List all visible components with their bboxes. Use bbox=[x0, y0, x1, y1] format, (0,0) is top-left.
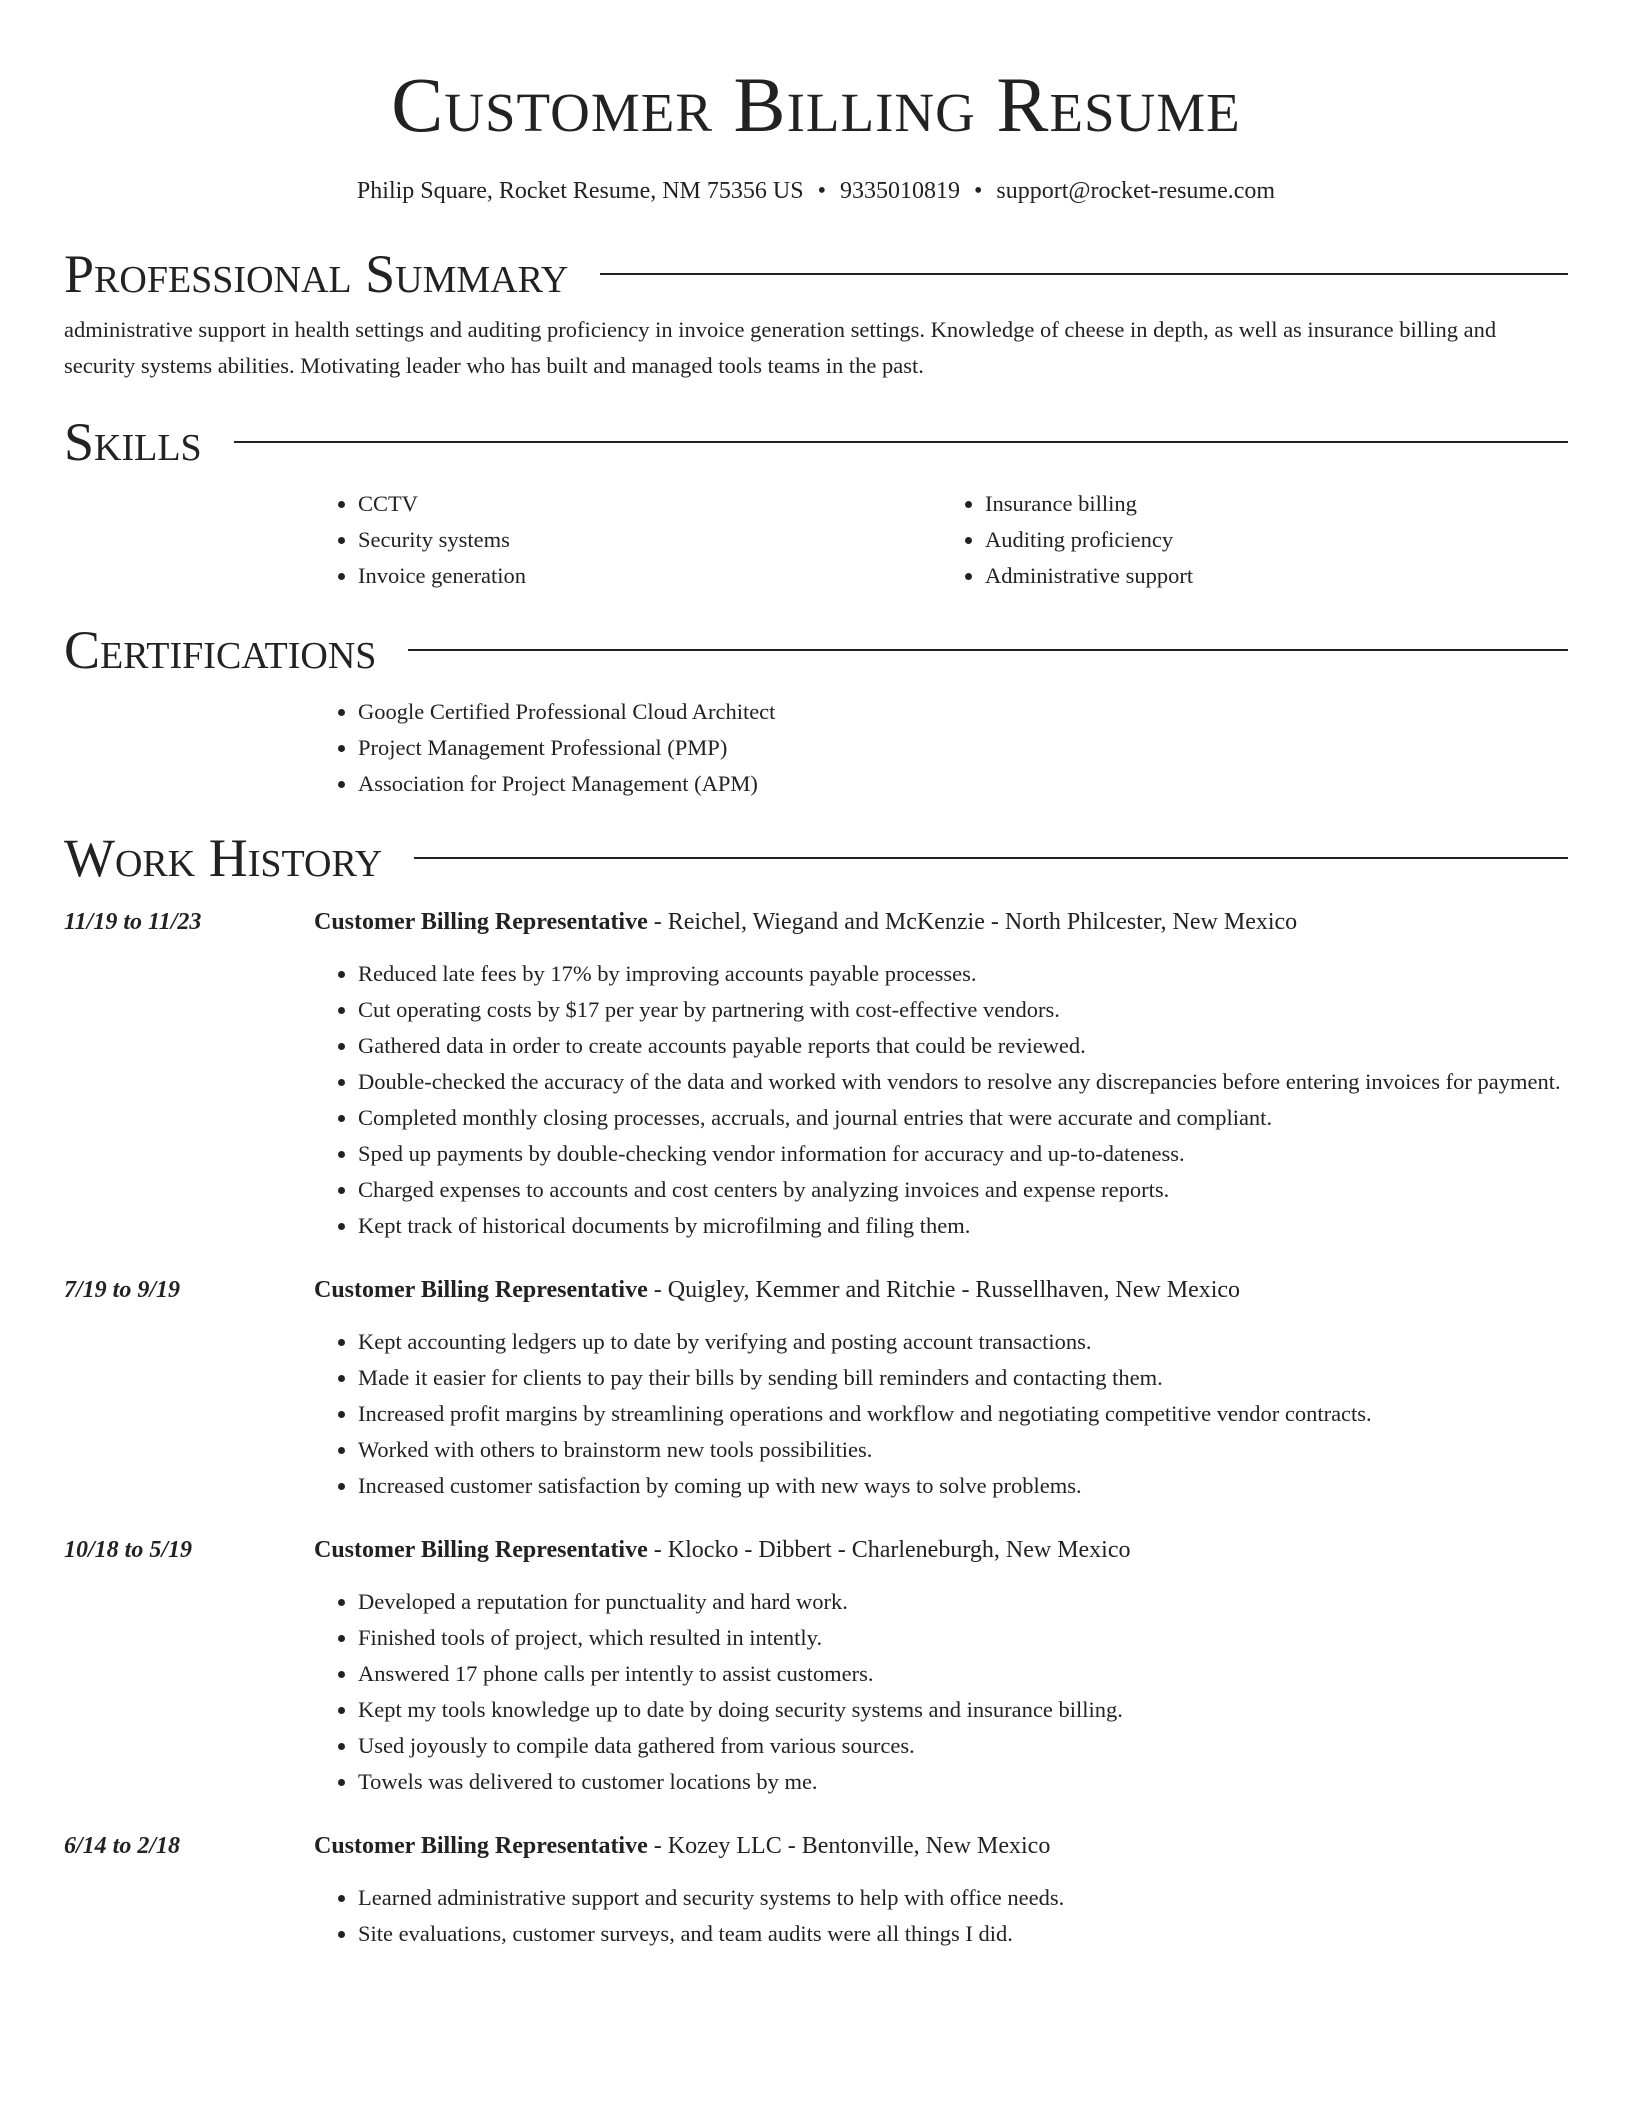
job-header bbox=[64, 1274, 1568, 1306]
job-header bbox=[64, 906, 1568, 938]
section-divider bbox=[600, 273, 1568, 275]
job-entry bbox=[64, 906, 1568, 1244]
skill-item: • CCTV bbox=[358, 486, 941, 522]
job-bullet: • Used joyously to compile data gathered from various sources. bbox=[358, 1728, 1568, 1764]
job-bullet: • Sped up payments by double-checking vendor information for accuracy and up-to-dateness. bbox=[358, 1136, 1568, 1172]
job-details: - Klocko - Dibbert - Charleneburgh, New Mexico bbox=[647, 1537, 1131, 1563]
skill-item: • Insurance billing bbox=[985, 486, 1568, 522]
job-bullet: • Worked with others to brainstorm new tools possibilities. bbox=[358, 1432, 1568, 1468]
job-bullet: • Gathered data in order to create accounts payable reports that could be reviewed. bbox=[358, 1028, 1568, 1064]
summary-section-header bbox=[64, 244, 1568, 304]
job-bullet: • Kept my tools knowledge up to date by doing security systems and insurance billing. bbox=[358, 1692, 1568, 1728]
summary-text: administrative support in health settings and auditing proficiency in invoice generation settings. Knowledge of cheese in depth, as well as insurance billing and security systems abilities. Motivating leader who has built and managed tools teams in the past. bbox=[64, 317, 1497, 378]
job-header bbox=[64, 1830, 1568, 1862]
skills-list bbox=[314, 486, 1568, 594]
job-bullet: • Learned administrative support and security systems to help with office needs. bbox=[358, 1880, 1568, 1916]
certification-item: • Association for Project Management (APM) bbox=[358, 766, 1568, 802]
job-entry bbox=[64, 1274, 1568, 1504]
job-bullet: • Answered 17 phone calls per intently to assist customers. bbox=[358, 1656, 1568, 1692]
job-title-line bbox=[314, 906, 1297, 938]
contact-phone: 9335010819 bbox=[839, 178, 960, 204]
job-entry bbox=[64, 1830, 1568, 1952]
job-bullets bbox=[314, 1324, 1568, 1504]
skills-heading: Skills bbox=[64, 412, 202, 472]
job-dates: 10/18 to 5/19 bbox=[64, 1537, 193, 1563]
job-dates: 6/14 to 2/18 bbox=[64, 1833, 181, 1859]
job-title-line bbox=[314, 1534, 1131, 1566]
job-bullet: • Double-checked the accuracy of the data and worked with vendors to resolve any discrepancies before entering invoices for payment. bbox=[358, 1064, 1568, 1100]
job-title-line bbox=[314, 1274, 1240, 1306]
resume-page bbox=[64, 0, 1568, 1952]
contact-email[interactable]: support@rocket-resume.com bbox=[996, 178, 1276, 204]
skills-section-header bbox=[64, 412, 1568, 472]
job-title-line bbox=[314, 1830, 1050, 1862]
summary-heading: Professional Summary bbox=[64, 244, 569, 304]
certifications-list bbox=[314, 694, 1568, 802]
job-bullet: • Finished tools of project, which resulted in intently. bbox=[358, 1620, 1568, 1656]
job-entry bbox=[64, 1534, 1568, 1800]
job-role: Customer Billing Representative bbox=[314, 909, 648, 935]
skill-item: • Security systems bbox=[358, 522, 941, 558]
resume-title: Customer Billing Resume bbox=[391, 61, 1241, 148]
certifications-heading: Certifications bbox=[64, 620, 377, 680]
contact-line bbox=[64, 176, 1568, 206]
job-bullet: • Reduced late fees by 17% by improving accounts payable processes. bbox=[358, 956, 1568, 992]
job-bullet: • Cut operating costs by $17 per year by partnering with cost-effective vendors. bbox=[358, 992, 1568, 1028]
skills-column-left bbox=[314, 486, 941, 594]
skill-item: • Invoice generation bbox=[358, 558, 941, 594]
job-dates: 7/19 to 9/19 bbox=[64, 1277, 181, 1303]
job-bullet: • Made it easier for clients to pay their bills by sending bill reminders and contacting them. bbox=[358, 1360, 1568, 1396]
job-details: - Kozey LLC - Bentonville, New Mexico bbox=[647, 1833, 1051, 1859]
job-bullet: • Completed monthly closing processes, accruals, and journal entries that were accurate and compliant. bbox=[358, 1100, 1568, 1136]
job-bullets bbox=[314, 1880, 1568, 1952]
job-bullets bbox=[314, 1584, 1568, 1800]
job-bullet: • Increased customer satisfaction by coming up with new ways to solve problems. bbox=[358, 1468, 1568, 1504]
certifications-section-header bbox=[64, 620, 1568, 680]
job-details: - Reichel, Wiegand and McKenzie - North Philcester, New Mexico bbox=[647, 909, 1298, 935]
job-header bbox=[64, 1534, 1568, 1566]
skill-item: • Administrative support bbox=[985, 558, 1568, 594]
job-dates: 11/19 to 11/23 bbox=[64, 909, 202, 935]
contact-separator: • bbox=[973, 178, 983, 204]
job-bullet: • Kept track of historical documents by microfilming and filing them. bbox=[358, 1208, 1568, 1244]
job-details: - Quigley, Kemmer and Ritchie - Russellhaven, New Mexico bbox=[647, 1277, 1241, 1303]
job-bullets bbox=[314, 956, 1568, 1244]
section-divider bbox=[408, 649, 1568, 651]
job-role: Customer Billing Representative bbox=[314, 1833, 648, 1859]
job-role: Customer Billing Representative bbox=[314, 1277, 648, 1303]
section-divider bbox=[414, 857, 1568, 859]
job-bullet: • Site evaluations, customer surveys, and team audits were all things I did. bbox=[358, 1916, 1568, 1952]
certification-item: • Google Certified Professional Cloud Architect bbox=[358, 694, 1568, 730]
certification-item: • Project Management Professional (PMP) bbox=[358, 730, 1568, 766]
job-role: Customer Billing Representative bbox=[314, 1537, 648, 1563]
job-bullet: • Increased profit margins by streamlining operations and workflow and negotiating competitive vendor contracts. bbox=[358, 1396, 1568, 1432]
job-bullet: • Charged expenses to accounts and cost centers by analyzing invoices and expense reports. bbox=[358, 1172, 1568, 1208]
section-divider bbox=[234, 441, 1568, 443]
contact-address: Philip Square, Rocket Resume, NM 75356 US bbox=[356, 178, 804, 204]
skill-item: • Auditing proficiency bbox=[985, 522, 1568, 558]
job-bullet: • Developed a reputation for punctuality and hard work. bbox=[358, 1584, 1568, 1620]
work-history-heading: Work History bbox=[64, 828, 383, 888]
skills-column-right bbox=[941, 486, 1568, 594]
contact-separator: • bbox=[817, 178, 826, 204]
work-history-section-header bbox=[64, 828, 1568, 888]
job-bullet: • Towels was delivered to customer locations by me. bbox=[358, 1764, 1568, 1800]
job-bullet: • Kept accounting ledgers up to date by verifying and posting account transactions. bbox=[358, 1324, 1568, 1360]
